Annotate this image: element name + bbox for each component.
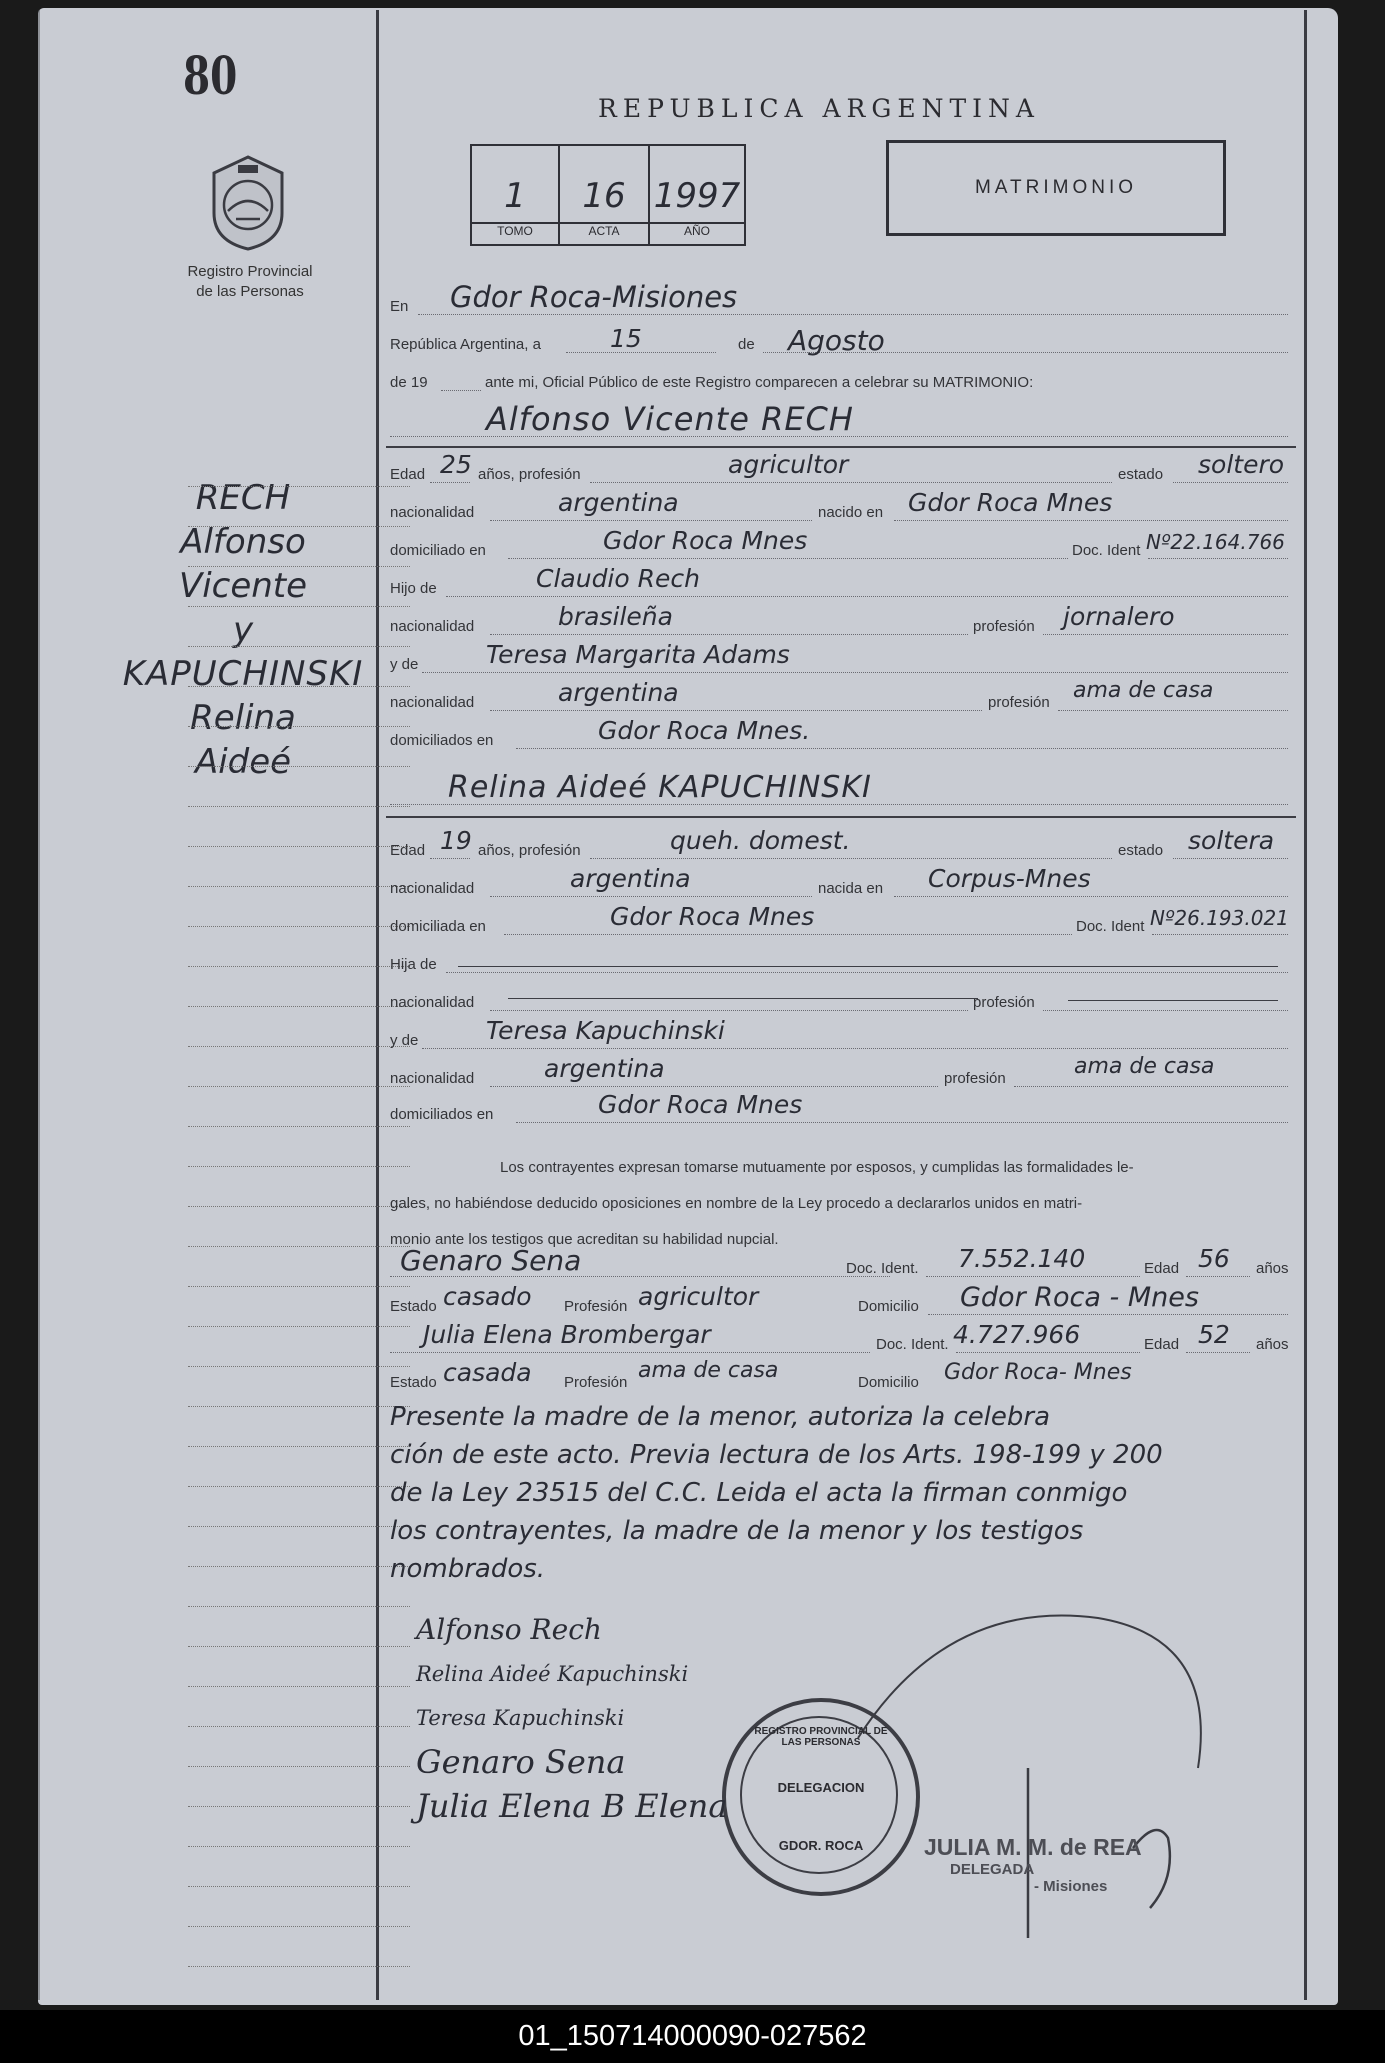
margin-note-line: Alfonso [180,522,306,562]
label-nacionalidad: nacionalidad [390,1070,475,1087]
groom-father-nationality: brasileña [558,602,673,631]
label-doc-ident: Doc. Ident [1076,918,1145,935]
label-profesion: profesión [988,694,1050,711]
label-de: de [738,336,755,353]
acta-label: ACTA [588,224,620,238]
document-page [38,8,1338,2005]
round-seal-text: DELEGACION [777,1780,865,1795]
label-domiciliados-en: domiciliados en [390,1106,494,1123]
acta-value: 16 [582,176,626,216]
tomo-value: 1 [504,176,526,216]
witness1-profession: agricultor [638,1282,759,1311]
groom-age: 25 [440,450,472,479]
label-domiciliada-en: domiciliada en [390,918,486,935]
margin-note-line: Vicente [178,566,308,606]
signature-line: Julia Elena B Elena [416,1787,728,1825]
margin-divider [376,10,379,2000]
declaration-text [390,1150,1295,1258]
label-profesion: profesión [973,618,1035,635]
month-value: Agosto [788,324,885,357]
declaration-line: gales, no habiéndose deducido oposiciones en nombre de la Ley procedo a declararlos unidos en matri- [390,1195,1083,1212]
label-y-de: y de [390,656,419,673]
preamble-text: ante mi, Oficial Público de este Registro comparecen a celebrar su MATRIMONIO: [485,374,1034,391]
witness1-doc: 7.552.140 [958,1244,1086,1273]
groom-mother-nationality: argentina [558,678,679,707]
label-profesion: profesión [973,994,1035,1011]
groom-mother-profession: ama de casa [1073,678,1214,703]
bride-mother: Teresa Kapuchinski [486,1016,725,1045]
label-nacido-en: nacido en [818,504,884,521]
label-estado: Estado [390,1374,437,1391]
margin-note-line: Aideé [194,742,292,782]
signature-line: Alfonso Rech [416,1613,602,1646]
label-nacionalidad: nacionalidad [390,618,475,635]
groom-mother: Teresa Margarita Adams [486,640,790,669]
label-edad: Edad [390,842,426,859]
margin-note-line: RECH [195,478,291,518]
record-number-box [470,144,746,246]
label-domiciliados-en: domiciliados en [390,732,494,749]
margin-note-line: y [232,610,254,650]
bride-parents-domicile: Gdor Roca Mnes [598,1090,803,1119]
registry-caption [166,262,334,302]
signature-line: Relina Aideé Kapuchinski [416,1662,689,1686]
label-doc-ident: Doc. Ident. [876,1336,949,1353]
label-nacionalidad: nacionalidad [390,994,475,1011]
witness2-profession: ama de casa [638,1358,779,1383]
witness2-doc: 4.727.966 [953,1320,1081,1349]
groom-name: Alfonso Vicente RECH [486,400,854,438]
label-en: En [390,298,409,315]
label-estado: Estado [390,1298,437,1315]
label-domicilio: Domicilio [858,1374,919,1391]
footer-code: 01_150714000090-027562 [0,2010,1385,2063]
groom-born-in: Gdor Roca Mnes [908,488,1113,517]
margin-note-line: Relina [190,698,296,738]
margin-note [112,476,374,784]
notes-line: ción de este acto. Previa lectura de los Arts. 198-199 y 200 [390,1440,1163,1470]
bride-nationality: argentina [570,864,691,893]
stamp-line: JULIA M. M. de REA [924,1834,1142,1860]
bride-profession: queh. domest. [670,826,851,855]
notes-line: de la Ley 23515 del C.C. Leida el acta la firman conmigo [390,1478,1128,1508]
notes-line: nombrados. [390,1554,546,1584]
label-estado: estado [1118,842,1164,859]
label-anos-profesion: años, profesión [478,842,581,859]
label-anos: años [1256,1260,1289,1277]
registry-line-1: Registro Provincial [187,263,313,280]
round-seal-text: GDOR. ROCA [778,1838,864,1853]
bride-mother-profession: ama de casa [1074,1054,1215,1079]
witness2-domicile: Gdor Roca- Mnes [944,1360,1132,1385]
label-estado: estado [1118,466,1164,483]
label-hija-de: Hija de [390,956,437,973]
notes-line: Presente la madre de la menor, autoriza la celebra [390,1402,1051,1432]
groom-father-profession: jornalero [1063,602,1175,631]
label-profesion: profesión [944,1070,1006,1087]
bride-doc: Nº26.193.021 [1150,906,1289,930]
stamp-line: - Misiones [1034,1878,1108,1895]
label-domicilio: Domicilio [858,1298,919,1315]
ano-value: 1997 [653,176,741,216]
groom-parents-domicile: Gdor Roca Mnes. [598,716,811,745]
ano-label: AÑO [683,224,710,238]
notes [390,1398,1290,1588]
bride-mother-nationality: argentina [544,1054,665,1083]
label-profesion: Profesión [564,1298,628,1315]
margin-note-line: KAPUCHINSKI [122,654,364,694]
label-edad: Edad [1144,1260,1180,1277]
label-de19: de 19 [390,374,428,391]
signatures [416,1608,727,1828]
declaration-line: monio ante los testigos que acreditan su habilidad nupcial. [390,1231,779,1248]
groom-domicile: Gdor Roca Mnes [603,526,808,555]
label-nacionalidad: nacionalidad [390,880,475,897]
label-nacida-en: nacida en [818,880,884,897]
witness1-age: 56 [1198,1244,1230,1273]
stamp-line: DELEGADA [950,1861,1035,1878]
bride-name: Relina Aideé KAPUCHINSKI [448,770,872,805]
label-hijo-de: Hijo de [390,580,437,597]
country-title: REPUBLICA ARGENTINA [598,94,1040,123]
left-edge [38,10,40,2000]
bride-domicile: Gdor Roca Mnes [610,902,815,931]
place-value: Gdor Roca-Misiones [450,280,738,314]
province-seal-icon [208,153,288,253]
bride-status: soltera [1188,826,1275,855]
record-type-box: MATRIMONIO [886,140,1226,236]
label-edad: Edad [390,466,426,483]
label-republica: República Argentina, a [390,336,541,353]
round-seal-text: REGISTRO PROVINCIAL DE LAS PERSONAS [754,1726,888,1748]
tomo-label: TOMO [497,224,533,238]
registry-line-2: de las Personas [196,283,304,300]
groom-status: soltero [1198,450,1285,479]
witness2-status: casada [443,1358,532,1387]
right-border [1304,10,1307,2000]
witness2-age: 52 [1198,1320,1230,1349]
groom-doc: Nº22.164.766 [1146,530,1285,554]
signature-line: Teresa Kapuchinski [416,1706,625,1730]
round-seal [722,1698,920,1896]
declaration-line: Los contrayentes expresan tomarse mutuamente por esposos, y cumplidas las formalidades le- [500,1159,1134,1176]
bride-age: 19 [440,826,472,855]
witness1-domicile: Gdor Roca - Mnes [960,1282,1199,1313]
groom-profession: agricultor [728,450,849,479]
label-nacionalidad: nacionalidad [390,694,475,711]
label-anos: años [1256,1336,1289,1353]
label-profesion: Profesión [564,1374,628,1391]
official-stamp [924,1834,1142,1895]
label-doc-ident: Doc. Ident. [846,1260,919,1277]
groom-father: Claudio Rech [536,564,700,593]
label-y-de: y de [390,1032,419,1049]
notes-line: los contrayentes, la madre de la menor y los testigos [390,1516,1084,1546]
witness1-status: casado [443,1282,532,1311]
signature-line: Genaro Sena [416,1743,626,1781]
label-domiciliado-en: domiciliado en [390,542,486,559]
label-anos-profesion: años, profesión [478,466,581,483]
witness2-name: Julia Elena Brombergar [423,1320,711,1349]
label-doc-ident: Doc. Ident [1072,542,1141,559]
groom-nationality: argentina [558,488,679,517]
label-edad: Edad [1144,1336,1180,1353]
label-nacionalidad: nacionalidad [390,504,475,521]
bride-born-in: Corpus-Mnes [928,864,1091,893]
witness1-name: Genaro Sena [400,1244,582,1277]
day-value: 15 [610,324,642,353]
folio-number: 80 [183,46,238,107]
